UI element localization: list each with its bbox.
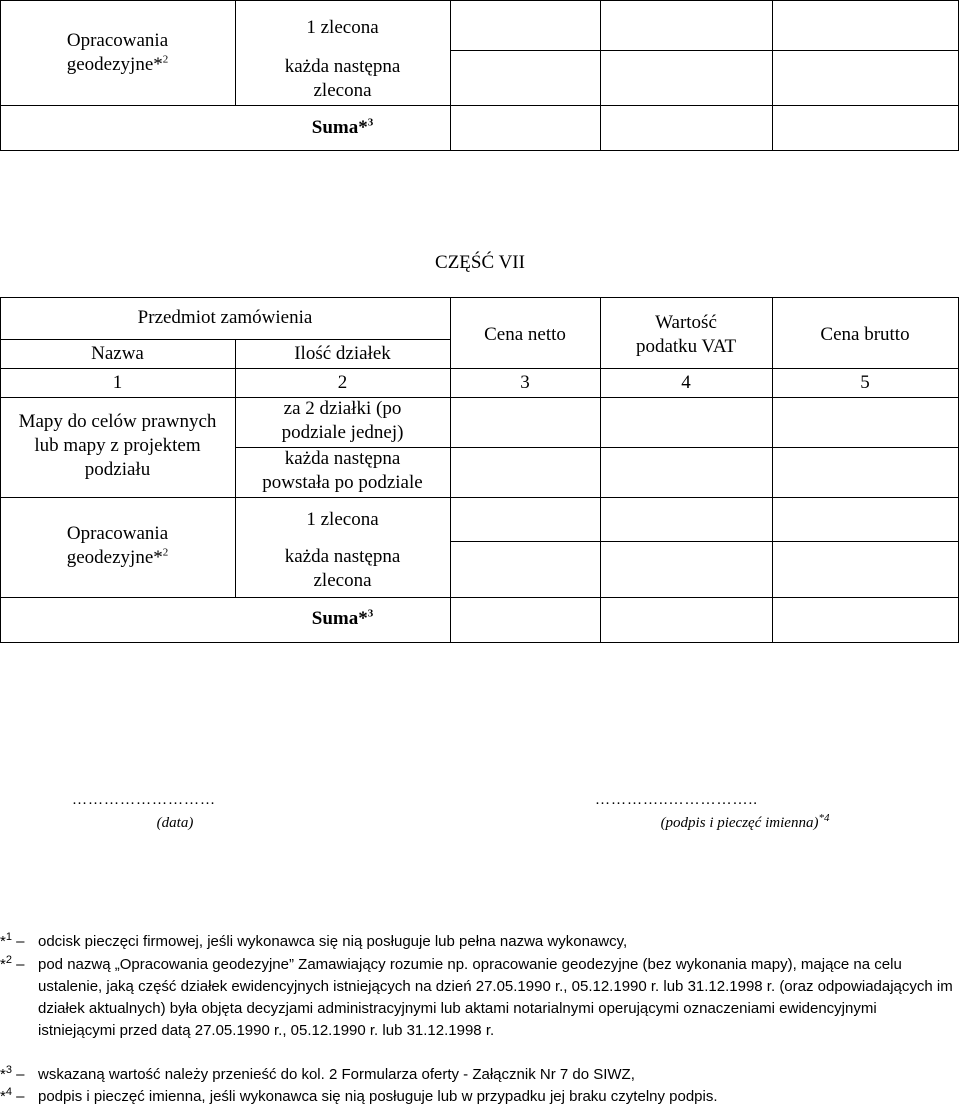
table-line	[450, 297, 451, 643]
top-table-line	[0, 0, 959, 1]
suma-label: Suma*$^3$	[311, 607, 374, 629]
top-table-line	[450, 0, 451, 150]
row-opracowania-label: Opracowania geodezyjne*$^2$	[66, 523, 169, 568]
footnote-marker: *$^1$ –	[0, 931, 25, 950]
column-number: 2	[337, 372, 348, 393]
top-table-line	[0, 150, 959, 151]
top-suma-label: Suma*$^3$	[311, 116, 374, 138]
header-cena-netto: Cena netto	[484, 324, 566, 345]
footnote-marker: *$^4$ –	[0, 1086, 25, 1105]
table-line	[0, 597, 959, 598]
top-table-line	[600, 0, 601, 150]
top-table-line	[772, 0, 773, 150]
footnote-text: pod nazwą „Opracowania geodezyjne” Zamawiający rozumie np. opracowanie geodezyjne (bez wykonania mapy), mające na celu ustalenie, jaką część działek ewidencyjnych istniejących na dzień 27.05.1990 r., 05.12.1990 r. lub 31.12.1998 r. (oraz odpowiadających im działek aktualnych) była objęta decyzjami administracyjnymi lub aktami notarialnymi operującymi oznaczeniami ewidencyjnymi istniejącymi przed datą 27.05.1990 r., 05.12.1990 r. lub 31.12.1998 r.	[38, 956, 953, 1039]
top-opracowania-label: Opracowania geodezyjne*$^2$	[66, 30, 169, 75]
header-wartosc-vat: Wartość podatku VAT	[635, 312, 737, 357]
table-line	[0, 368, 959, 369]
column-number: 3	[520, 372, 530, 393]
table-line	[0, 397, 959, 398]
row-mapy-label: Mapy do celów prawnych lub mapy z projektem podziału	[18, 411, 217, 480]
table-line	[0, 497, 959, 498]
table-line	[958, 297, 959, 643]
column-number: 5	[860, 372, 870, 393]
footnote-text: wskazaną wartość należy przenieść do kol. 2 Formularza oferty - Załącznik Nr 7 do SIWZ,	[38, 1066, 635, 1083]
top-item-1-zlecona: 1 zlecona	[306, 17, 379, 38]
table-line	[0, 297, 959, 298]
table-line	[0, 642, 959, 643]
section-title: CZĘŚĆ VII	[435, 252, 525, 273]
signature-dots: …………..……………..	[595, 792, 758, 808]
row-opracowania-item-kazda-nastepna: każda następna zlecona	[284, 546, 401, 591]
row-mapy-item-2-dzialki: za 2 działki (po podziale jednej)	[281, 398, 404, 443]
table-line	[0, 339, 450, 340]
top-table-line	[958, 0, 959, 150]
header-przedmiot: Przedmiot zamówienia	[137, 307, 313, 328]
table-line	[772, 297, 773, 643]
column-number: 4	[681, 372, 691, 393]
top-item-kazda-nastepna: każda następna zlecona	[284, 56, 401, 101]
table-line	[450, 541, 959, 542]
date-label: (data)	[156, 815, 194, 831]
footnote-text: podpis i pieczęć imienna, jeśli wykonawca się nią posługuje lub w przypadku jej braku czytelny podpis.	[38, 1088, 718, 1105]
row-mapy-item-kazda-nastepna: każda następna powstała po podziale	[262, 448, 423, 493]
row-opracowania-item-1-zlecona: 1 zlecona	[306, 509, 379, 530]
footnote-marker: *$^2$ –	[0, 954, 25, 973]
header-ilosc-dzialek: Ilość działek	[294, 343, 391, 364]
top-table-line	[450, 50, 959, 51]
header-cena-brutto: Cena brutto	[820, 324, 910, 345]
top-table-line	[0, 105, 959, 106]
signature-label: (podpis i pieczęć imienna)$^{*4}$	[660, 812, 830, 831]
footnote-marker: *$^3$ –	[0, 1064, 25, 1083]
date-dots: ………………………	[72, 792, 216, 808]
column-number: 1	[112, 372, 123, 393]
header-nazwa: Nazwa	[91, 343, 144, 364]
footnote-text: odcisk pieczęci firmowej, jeśli wykonawca się nią posługuje lub pełna nazwa wykonawcy,	[38, 933, 628, 950]
